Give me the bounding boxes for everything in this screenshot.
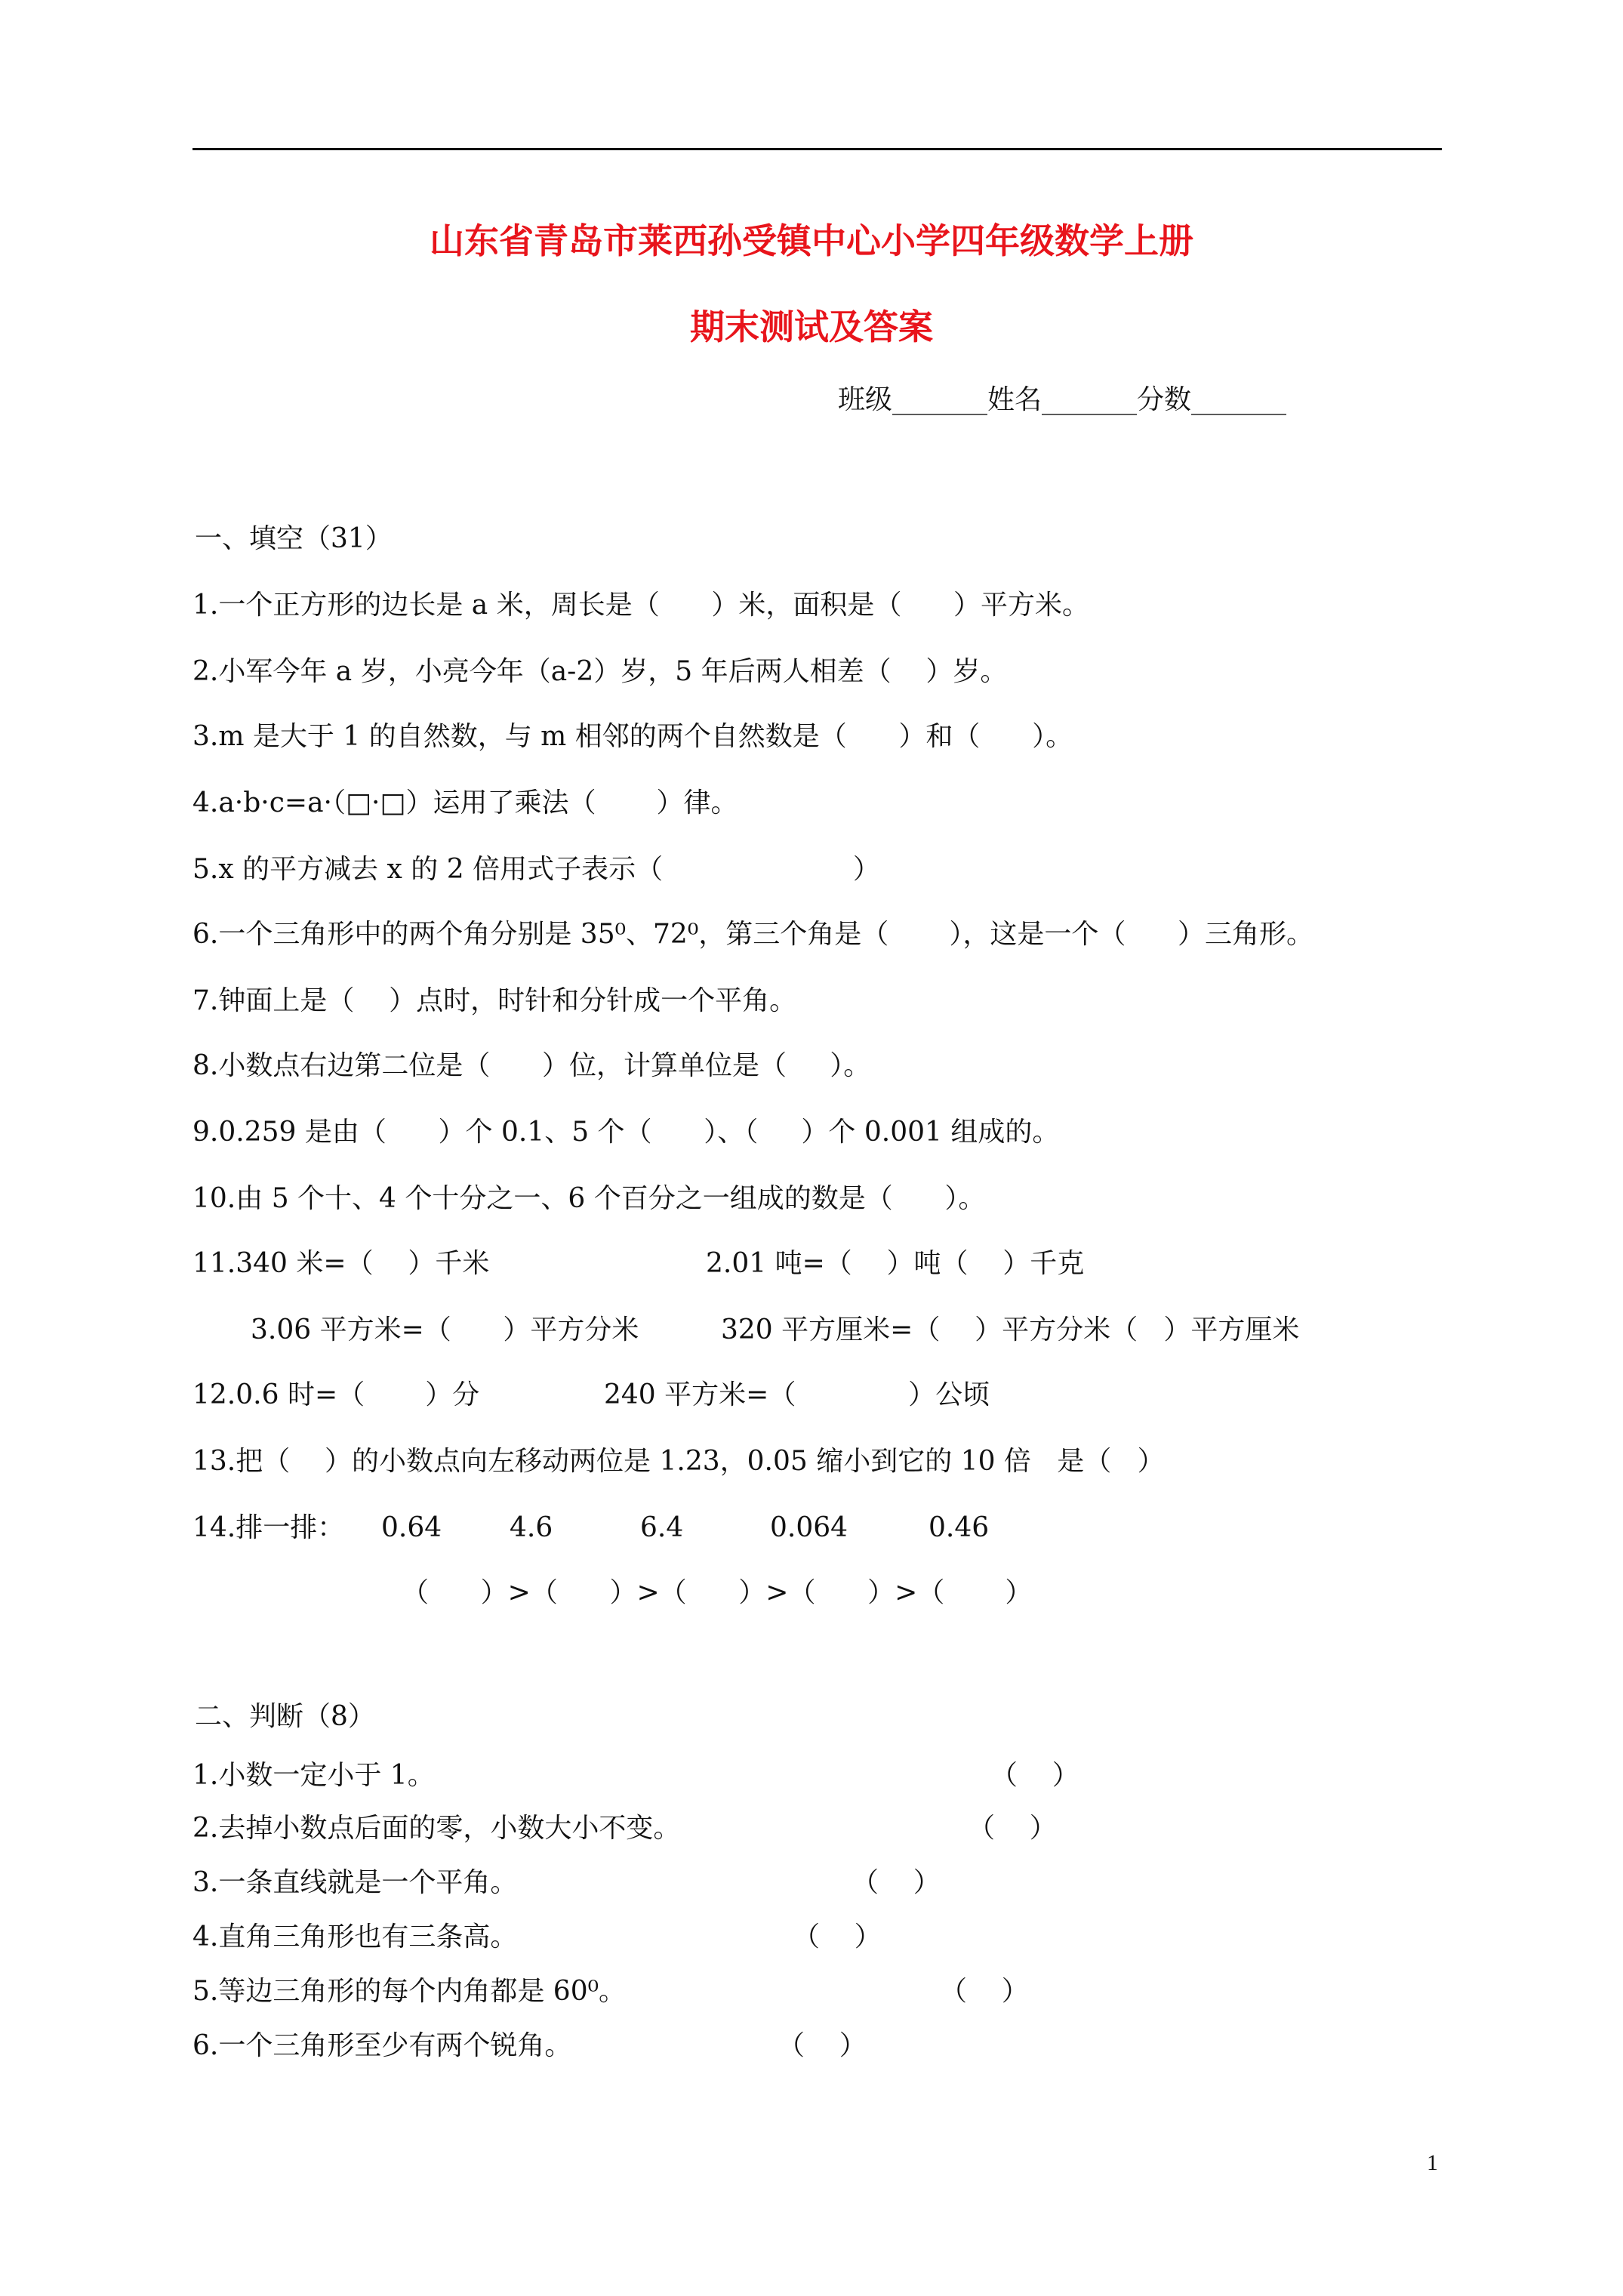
judgement-bracket: （ ） xyxy=(990,1760,1079,1791)
top-rule xyxy=(192,148,1442,150)
judgement-item: 1.小数一定小于 1。 xyxy=(192,1760,435,1791)
question-item: 7.钟面上是（ ）点时，时针和分针成一个平角。 xyxy=(192,985,797,1016)
question-item: 4.a·b·c=a·（□·□）运用了乘法（ ）律。 xyxy=(192,787,738,818)
question-item-14-order: （ ）>（ ）>（ ）>（ ）>（ ） xyxy=(402,1577,1033,1608)
question-item-13: 13.把（ ）的小数点向左移动两位是 1.23，0.05 缩小到它的 10 倍 是（ ） xyxy=(192,1446,1165,1477)
judgement-bracket: （ ） xyxy=(778,2030,867,2061)
judgement-item: 3.一条直线就是一个平角。 xyxy=(192,1867,518,1898)
judgement-item: 6.一个三角形至少有两个锐角。 xyxy=(192,2030,572,2061)
judgement-item: 5.等边三角形的每个内角都是 60⁰。 xyxy=(192,1976,627,2007)
student-info-line: 班级_______姓名_______分数_______ xyxy=(838,384,1287,415)
question-item-14-value: 6.4 xyxy=(640,1512,684,1543)
question-item: 5.x 的平方减去 x 的 2 倍用式子表示（ ） xyxy=(192,854,880,885)
judgement-item: 2.去掉小数点后面的零，小数大小不变。 xyxy=(192,1813,681,1844)
question-item-11b: 2.01 吨=（ ）吨（ ）千克 xyxy=(706,1248,1085,1279)
question-item-14-value: 4.6 xyxy=(510,1512,553,1543)
question-item: 3.m 是大于 1 的自然数，与 m 相邻的两个自然数是（ ）和（ ）。 xyxy=(192,721,1073,752)
question-item: 6.一个三角形中的两个角分别是 35⁰、72⁰，第三个角是（ ），这是一个（ ）三角形。 xyxy=(192,919,1314,950)
question-item-11a: 11.340 米=（ ）千米 xyxy=(192,1248,490,1279)
question-item: 8.小数点右边第二位是（ ）位，计算单位是（ ）。 xyxy=(192,1050,871,1081)
question-item-14-value: 0.64 xyxy=(381,1512,442,1543)
question-item: 1.一个正方形的边长是 a 米，周长是（ ）米，面积是（ ）平方米。 xyxy=(192,590,1090,621)
question-item: 9.0.259 是由（ ）个 0.1、5 个（ ）、（ ）个 0.001 组成的。 xyxy=(192,1117,1060,1148)
judgement-bracket: （ ） xyxy=(852,1867,941,1898)
question-item-11d: 320 平方厘米=（ ）平方分米（ ）平方厘米 xyxy=(721,1314,1300,1345)
question-item: 2.小军今年 a 岁，小亮今年（a-2）岁，5 年后两人相差（ ）岁。 xyxy=(192,656,1008,687)
question-item-12b: 240 平方米=（ ）公顷 xyxy=(604,1379,990,1410)
question-item-12a: 12.0.6 时=（ ）分 xyxy=(192,1379,480,1410)
judgement-bracket: （ ） xyxy=(793,1922,882,1952)
question-item-14-value: 0.46 xyxy=(929,1512,990,1543)
section-heading-fill-blank: 一、填空（31） xyxy=(195,523,393,554)
question-item-11c: 3.06 平方米=（ ）平方分米 xyxy=(251,1314,639,1345)
judgement-bracket: （ ） xyxy=(940,1976,1029,2007)
question-item-14-label: 14.排一排： xyxy=(192,1512,345,1543)
question-item-14-value: 0.064 xyxy=(770,1512,848,1543)
document-title-line2: 期末测试及答案 xyxy=(690,307,933,347)
question-item: 10.由 5 个十、4 个十分之一、6 个百分之一组成的数是（ ）。 xyxy=(192,1183,986,1214)
judgement-bracket: （ ） xyxy=(968,1813,1057,1844)
section-heading-judgement: 二、判断（8） xyxy=(195,1701,375,1732)
judgement-item: 4.直角三角形也有三条高。 xyxy=(192,1922,518,1952)
page-number: 1 xyxy=(1427,2150,1438,2175)
document-title-line1: 山东省青岛市莱西孙受镇中心小学四年级数学上册 xyxy=(430,220,1193,261)
